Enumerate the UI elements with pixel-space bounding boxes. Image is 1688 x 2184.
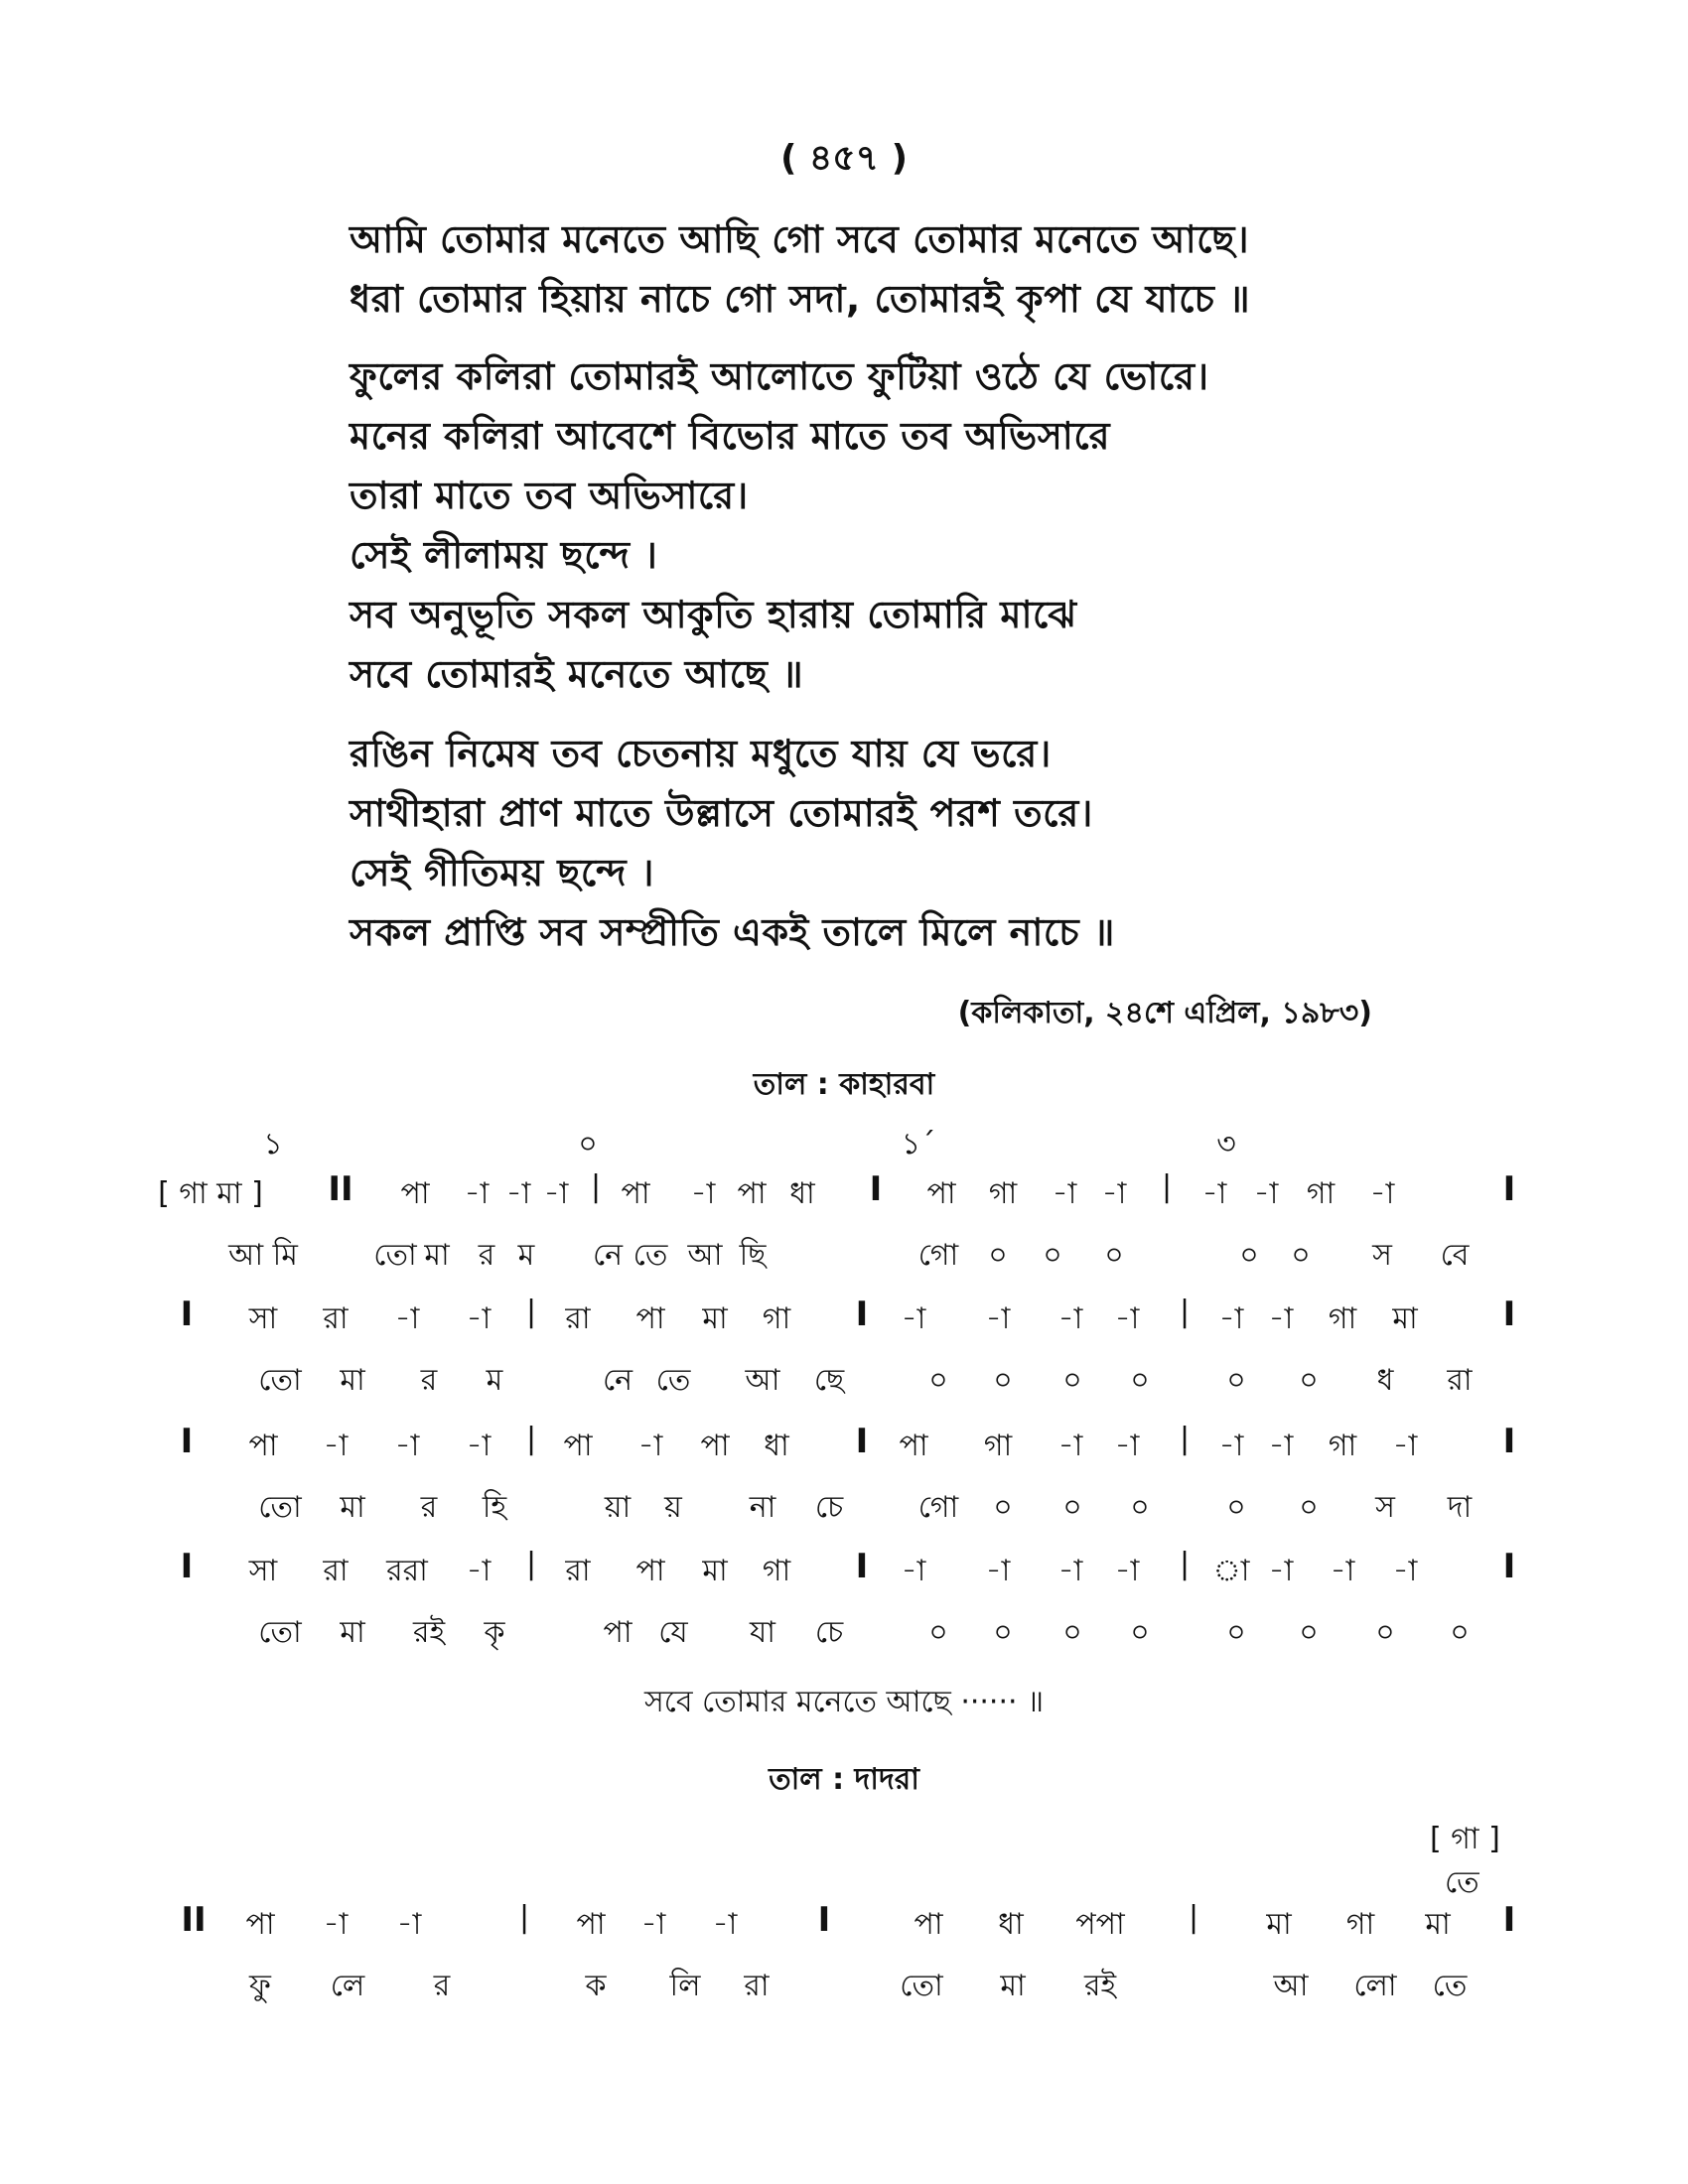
lyric-line: ফুলের কলিরা তোমারই আলোতে ফুটিয়া ওঠে যে ভোরে। xyxy=(350,354,1209,398)
swara-note: রা xyxy=(565,1301,591,1336)
bar-line: I xyxy=(180,1547,194,1586)
lyric-syllable: গো xyxy=(917,1238,959,1273)
lyric-line: মনের কলিরা আবেশে বিভোর মাতে তব অভিসারে xyxy=(350,414,1111,458)
swara-note: -া xyxy=(637,1429,663,1463)
lyric-syllable: র xyxy=(420,1490,438,1525)
lyric-syllable: ০ xyxy=(993,1490,1013,1525)
swara-note: ধা xyxy=(998,1907,1024,1942)
bar-line: I xyxy=(1502,1900,1516,1940)
lyric-syllable: ০ xyxy=(1130,1363,1150,1398)
dadra-lyric-row xyxy=(0,1962,1688,2009)
swara-note: -া xyxy=(1268,1554,1294,1588)
bar-line: | xyxy=(590,1169,602,1204)
swara-note: রা xyxy=(323,1554,349,1588)
swara-note: [ গা মা ] xyxy=(158,1176,263,1211)
lyric-syllable: য়া xyxy=(604,1490,632,1525)
lyric-syllable: তো xyxy=(258,1615,302,1650)
swara-note: সা xyxy=(248,1301,278,1336)
lyric-syllable: ০ xyxy=(1291,1238,1311,1273)
lyric-syllable: ০ xyxy=(928,1615,948,1650)
swara-note: -া xyxy=(1369,1176,1395,1211)
lyric-syllable: তে xyxy=(633,1238,668,1273)
lyric-syllable: আ মি xyxy=(228,1238,298,1273)
swara-note: -া xyxy=(985,1554,1011,1588)
swara-note: -া xyxy=(394,1429,420,1463)
swara-note: মা xyxy=(702,1301,728,1336)
tala-kaharba: তাল : কাহারবা xyxy=(753,1067,935,1102)
swara-note: মা xyxy=(1266,1907,1292,1942)
swara-note: মা xyxy=(1392,1301,1418,1336)
lyric-syllable: কৃ xyxy=(484,1615,505,1650)
lyric-syllable: ০ xyxy=(1450,1615,1470,1650)
swara-note: পা xyxy=(737,1176,767,1211)
lyric-syllable: ০ xyxy=(928,1363,948,1398)
lyric-line: সেই লীলাময় ছন্দে । xyxy=(350,533,658,577)
bar-line: | xyxy=(518,1900,530,1935)
swara-note: গা xyxy=(1345,1907,1375,1942)
swara-note: -া xyxy=(1114,1301,1140,1336)
lyric-syllable: গো xyxy=(917,1490,959,1525)
swara-note: -া xyxy=(690,1176,716,1211)
bar-line: | xyxy=(525,1295,537,1329)
bar-line: | xyxy=(1179,1295,1191,1329)
lyric-syllable: র xyxy=(478,1238,495,1273)
lyric-syllable: চে xyxy=(814,1490,844,1525)
swara-note: সা xyxy=(248,1554,278,1588)
lyric-syllable: ০ xyxy=(1062,1490,1082,1525)
bar-line: I xyxy=(855,1547,869,1586)
lyric-syllable: আ xyxy=(745,1363,780,1398)
lyric-syllable: তো xyxy=(900,1969,943,2003)
lyric-syllable: ০ xyxy=(1375,1615,1395,1650)
lyric-syllable: ধ xyxy=(1376,1363,1394,1398)
bar-line: | xyxy=(525,1547,537,1581)
refrain-line: সবে তোমার মনেতে আছে ······ ॥ xyxy=(643,1685,1045,1719)
swara-note: পা xyxy=(926,1176,956,1211)
lyric-line: সেই গীতিময় ছন্দে । xyxy=(350,851,654,894)
swara-note: গা xyxy=(762,1554,791,1588)
swara-note: -া xyxy=(1101,1176,1127,1211)
beat-mark: ১´ xyxy=(901,1127,936,1161)
lyric-syllable: ০ xyxy=(1239,1238,1259,1273)
lyric-syllable: রই xyxy=(412,1615,446,1650)
swara-note: ধা xyxy=(764,1429,789,1463)
lyric-syllable: লো xyxy=(1353,1969,1397,2003)
swara-note: পা xyxy=(563,1429,593,1463)
bar-line: I xyxy=(1502,1295,1516,1334)
swara-note: গা xyxy=(1328,1429,1357,1463)
bar-line: | xyxy=(1179,1547,1191,1581)
lyric-syllable: ০ xyxy=(1226,1490,1246,1525)
swara-note: গা xyxy=(1328,1301,1357,1336)
lyric-syllable: রা xyxy=(744,1969,770,2003)
bar-line: | xyxy=(1161,1169,1173,1204)
lyric-syllable: ০ xyxy=(1299,1363,1319,1398)
bar-line: II xyxy=(181,1900,207,1940)
lyric-syllable: ০ xyxy=(1226,1615,1246,1650)
swara-note: -া xyxy=(985,1301,1011,1336)
lyric-syllable: ০ xyxy=(993,1615,1013,1650)
beat-mark: ১ xyxy=(263,1127,283,1161)
lyric-syllable: তো xyxy=(258,1363,302,1398)
swara-note: রা xyxy=(565,1554,591,1588)
swara-note: ররা xyxy=(386,1554,428,1588)
bar-line: I xyxy=(1502,1169,1516,1209)
swara-note: রা xyxy=(323,1301,349,1336)
kaharba-lyric-row xyxy=(0,1608,1688,1656)
beat-mark: ৩ xyxy=(1216,1127,1236,1161)
lyric-syllable: আ xyxy=(1273,1969,1309,2003)
bar-line: I xyxy=(817,1900,831,1940)
lyric-syllable: তো xyxy=(258,1490,302,1525)
swara-note: -া xyxy=(712,1907,738,1942)
swara-note: -া xyxy=(1268,1429,1294,1463)
bar-line: I xyxy=(1502,1547,1516,1586)
swara-note: -া xyxy=(1218,1429,1244,1463)
lyric-syllable: তে xyxy=(1432,1969,1468,2003)
swara-note: -া xyxy=(901,1301,926,1336)
source-date: (কলিকাতা, ২৪শে এপ্রিল, ১৯৮৩) xyxy=(957,996,1372,1030)
kaharba-lyric-row xyxy=(0,1231,1688,1279)
swara-note: মা xyxy=(702,1554,728,1588)
pickup-swara: [ গা ] xyxy=(1430,1822,1500,1856)
lyric-syllable: ০ xyxy=(1043,1238,1062,1273)
lyric-syllable: ০ xyxy=(1299,1490,1319,1525)
swara-note: -া xyxy=(1218,1301,1244,1336)
swara-note: পা xyxy=(621,1176,650,1211)
swara-note: -া xyxy=(396,1907,422,1942)
swara-note: গা xyxy=(988,1176,1018,1211)
swara-note: -া xyxy=(466,1429,492,1463)
lyric-syllable: ০ xyxy=(1062,1363,1082,1398)
lyric-syllable: র xyxy=(433,1969,451,2003)
swara-note: পা xyxy=(400,1176,430,1211)
lyric-syllable: ০ xyxy=(1104,1238,1124,1273)
lyric-line: সব অনুভূতি সকল আকুতি হারায় তোমারি মাঝে xyxy=(350,593,1077,636)
lyric-syllable: ম xyxy=(517,1238,535,1273)
bar-line: I xyxy=(855,1295,869,1334)
lyric-syllable: য় xyxy=(664,1490,682,1525)
dadra-swara-row xyxy=(0,1900,1688,1948)
swara-note: -া xyxy=(901,1554,926,1588)
lyric-syllable: মা xyxy=(340,1363,365,1398)
bar-line: II xyxy=(328,1169,353,1209)
lyric-syllable: না xyxy=(749,1490,776,1525)
lyric-line: আমি তোমার মনেতে আছি গো সবে তোমার মনেতে আছে। xyxy=(350,217,1250,261)
lyric-syllable: আ xyxy=(687,1238,723,1273)
beat-marks-row xyxy=(0,1120,1688,1167)
bar-line: | xyxy=(1188,1900,1199,1935)
lyric-syllable: স xyxy=(1375,1490,1395,1525)
lyric-syllable: ০ xyxy=(1062,1615,1082,1650)
swara-note: -া xyxy=(640,1907,666,1942)
lyric-syllable: দা xyxy=(1447,1490,1473,1525)
lyric-line: সাথীহারা প্রাণ মাতে উল্লাসে তোমারই পরশ তরে। xyxy=(350,791,1093,835)
swara-note: -া xyxy=(323,1907,349,1942)
swara-note: -া xyxy=(1114,1429,1140,1463)
swara-note: -া xyxy=(543,1176,569,1211)
bar-line: I xyxy=(855,1422,869,1461)
bar-line: I xyxy=(1502,1422,1516,1461)
lyric-syllable: তে xyxy=(655,1363,691,1398)
lyric-line: সকল প্রাপ্তি সব সম্প্রীতি একই তালে মিলে নাচে ॥ xyxy=(350,910,1115,954)
swara-note: ধা xyxy=(789,1176,815,1211)
lyric-syllable: যা xyxy=(750,1615,775,1650)
lyric-syllable: নে xyxy=(602,1363,633,1398)
swara-note: পা xyxy=(245,1907,275,1942)
lyric-syllable: মা xyxy=(1000,1969,1026,2003)
lyric-syllable: মা xyxy=(340,1490,365,1525)
swara-note: পা xyxy=(576,1907,606,1942)
lyric-syllable: হি xyxy=(482,1490,507,1525)
lyric-syllable: স xyxy=(1372,1238,1392,1273)
swara-note: -া xyxy=(1057,1554,1083,1588)
lyric-syllable: ০ xyxy=(1130,1615,1150,1650)
swara-note: গা xyxy=(1306,1176,1336,1211)
bar-line: I xyxy=(180,1422,194,1461)
kaharba-swara-row xyxy=(0,1422,1688,1469)
page-number: ( ৪৫৭ ) xyxy=(779,138,909,179)
bar-line: I xyxy=(180,1295,194,1334)
swara-note: -া xyxy=(1253,1176,1279,1211)
lyric-syllable: ০ xyxy=(1226,1363,1246,1398)
kaharba-lyric-row xyxy=(0,1483,1688,1531)
lyric-syllable: চে xyxy=(814,1615,844,1650)
lyric-syllable: ক xyxy=(585,1969,607,2003)
swara-note: পা xyxy=(248,1429,278,1463)
pickup-lyric: তে xyxy=(1445,1865,1479,1900)
lyric-syllable: ০ xyxy=(988,1238,1008,1273)
lyric-syllable: মা xyxy=(340,1615,365,1650)
swara-note: -া xyxy=(1057,1429,1083,1463)
swara-note: পপা xyxy=(1075,1907,1125,1942)
bar-line: | xyxy=(1179,1422,1191,1456)
lyric-line: রঙিন নিমেষ তব চেতনায় মধুতে যায় যে ভরে। xyxy=(350,732,1052,775)
swara-note: গা xyxy=(762,1301,791,1336)
swara-note: -া xyxy=(1052,1176,1077,1211)
swara-note: -া xyxy=(1330,1554,1355,1588)
bar-line: I xyxy=(869,1169,883,1209)
swara-note: -া xyxy=(1114,1554,1140,1588)
lyric-syllable: তো xyxy=(373,1238,417,1273)
lyric-syllable: যে xyxy=(658,1615,688,1650)
bar-line: | xyxy=(525,1422,537,1456)
swara-note: পা xyxy=(635,1301,665,1336)
tala-dadra: তাল : দাদরা xyxy=(769,1762,919,1797)
swara-note: -া xyxy=(505,1176,531,1211)
swara-note: পা xyxy=(899,1429,928,1463)
lyric-syllable: লে xyxy=(330,1969,365,2003)
lyric-line: তারা মাতে তব অভিসারে। xyxy=(350,474,749,517)
swara-note: -া xyxy=(466,1554,492,1588)
lyric-syllable: ০ xyxy=(993,1363,1013,1398)
swara-note: -া xyxy=(1057,1301,1083,1336)
lyric-syllable: লি xyxy=(669,1969,701,2003)
lyric-syllable: বে xyxy=(1440,1238,1470,1273)
swara-note: -া xyxy=(1392,1429,1418,1463)
swara-note: -া xyxy=(1201,1176,1227,1211)
swara-note: পা xyxy=(914,1907,943,1942)
swara-note: গা xyxy=(983,1429,1013,1463)
lyric-syllable: পা xyxy=(603,1615,633,1650)
lyric-syllable: ০ xyxy=(1130,1490,1150,1525)
swara-note: মা xyxy=(1425,1907,1451,1942)
lyric-line: সবে তোমারই মনেতে আছে ॥ xyxy=(350,652,804,696)
kaharba-swara-row xyxy=(0,1169,1688,1217)
kaharba-swara-row xyxy=(0,1295,1688,1342)
kaharba-swara-row xyxy=(0,1547,1688,1594)
swara-note: পা xyxy=(700,1429,730,1463)
beat-mark: ০ xyxy=(578,1127,598,1161)
swara-note: -া xyxy=(394,1301,420,1336)
swara-note: পা xyxy=(635,1554,665,1588)
kaharba-lyric-row xyxy=(0,1356,1688,1404)
lyric-syllable: রই xyxy=(1083,1969,1117,2003)
lyric-syllable: ফু xyxy=(249,1969,271,2003)
swara-note: -া xyxy=(1392,1554,1418,1588)
lyric-syllable: মা xyxy=(424,1238,450,1273)
swara-note: -া xyxy=(323,1429,349,1463)
swara-note: -া xyxy=(466,1301,492,1336)
lyric-syllable: নে xyxy=(592,1238,624,1273)
swara-note: -া xyxy=(1268,1301,1294,1336)
lyric-line: ধরা তোমার হিয়ায় নাচে গো সদা, তোমারই কৃপা যে যাচে ॥ xyxy=(350,277,1251,321)
swara-note: া xyxy=(1212,1554,1250,1588)
lyric-syllable: র xyxy=(420,1363,438,1398)
swara-note: -া xyxy=(464,1176,490,1211)
lyric-syllable: ০ xyxy=(1299,1615,1319,1650)
lyric-syllable: ছে xyxy=(813,1363,845,1398)
lyric-syllable: ম xyxy=(486,1363,503,1398)
lyric-syllable: রা xyxy=(1447,1363,1473,1398)
lyric-syllable: ছি xyxy=(739,1238,767,1273)
